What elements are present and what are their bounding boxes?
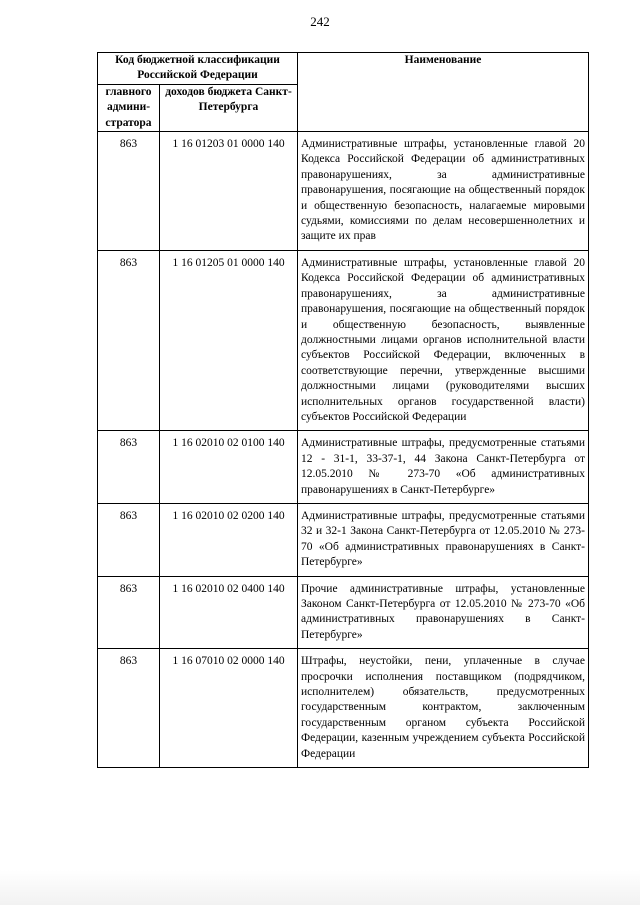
table-row bbox=[98, 503, 589, 576]
name-cell: Прочие административные штрафы, установленные Законом Санкт-Петербурга от 12.05.2010 № 273-70 «Об административных правонарушениях в Санкт-Петербурге» bbox=[298, 576, 589, 649]
name-cell: Административные штрафы, предусмотренные статьями 12 - 31-1, 33-37-1, 44 Закона Санкт-Петербурга от 12.05.2010 № 273-70 «Об административных правонарушениях в Санкт-Петербурге» bbox=[298, 431, 589, 504]
budget-code-cell: 1 16 07010 02 0000 140 bbox=[160, 649, 298, 768]
budget-code-cell: 1 16 02010 02 0200 140 bbox=[160, 503, 298, 576]
name-cell: Административные штрафы, установленные главой 20 Кодекса Российской Федерации об административных правонарушениях, за административные правонарушения, посягающие на общественный порядок и общественную безопасность, налагаемые мировыми судьями, комиссиями по делам несовершеннолетних и защите их прав bbox=[298, 132, 589, 251]
admin-code-cell: 863 bbox=[98, 649, 160, 768]
header-name: Наименование bbox=[298, 53, 589, 132]
header-budget-income: доходов бюджета Санкт-Петербурга bbox=[160, 84, 298, 131]
header-chief-administrator: главного админи-стратора bbox=[98, 84, 160, 131]
table-row bbox=[98, 250, 589, 430]
admin-code-cell: 863 bbox=[98, 576, 160, 649]
table-row bbox=[98, 649, 589, 768]
budget-classification-table bbox=[97, 52, 589, 768]
budget-code-cell: 1 16 02010 02 0400 140 bbox=[160, 576, 298, 649]
admin-code-cell: 863 bbox=[98, 132, 160, 251]
budget-code-cell: 1 16 01203 01 0000 140 bbox=[160, 132, 298, 251]
table-row bbox=[98, 431, 589, 504]
name-cell: Административные штрафы, установленные главой 20 Кодекса Российской Федерации об административных правонарушениях, за административные правонарушения, посягающие на общественный порядок и общественную безопасность, выявленные должностными лицами органов исполнительной власти субъектов Российской Федерации, включенных в соответствующие перечни, утвержденные высшими должностными лицами (руководителями высших исполнительных органов государственной власти) субъектов Российской Федерации bbox=[298, 250, 589, 430]
name-cell: Административные штрафы, предусмотренные статьями 32 и 32-1 Закона Санкт-Петербурга от 12.05.2010 № 273-70 «Об административных правонарушениях в Санкт-Петербурге» bbox=[298, 503, 589, 576]
table-header-row bbox=[98, 53, 589, 85]
page-number: 242 bbox=[310, 14, 330, 29]
table-row bbox=[98, 576, 589, 649]
admin-code-cell: 863 bbox=[98, 431, 160, 504]
admin-code-cell: 863 bbox=[98, 503, 160, 576]
budget-code-cell: 1 16 02010 02 0100 140 bbox=[160, 431, 298, 504]
page-bottom-edge bbox=[0, 870, 640, 905]
admin-code-cell: 863 bbox=[98, 250, 160, 430]
table-row bbox=[98, 132, 589, 251]
name-cell: Штрафы, неустойки, пени, уплаченные в случае просрочки исполнения поставщиком (подрядчиком, исполнителем) обязательств, предусмотренных государственным контрактом, заключенным государственным органом субъекта Российской Федерации, казенным учреждением субъекта Российской Федерации bbox=[298, 649, 589, 768]
header-classification-code: Код бюджетной классификации Российской Федерации bbox=[98, 53, 298, 85]
budget-code-cell: 1 16 01205 01 0000 140 bbox=[160, 250, 298, 430]
